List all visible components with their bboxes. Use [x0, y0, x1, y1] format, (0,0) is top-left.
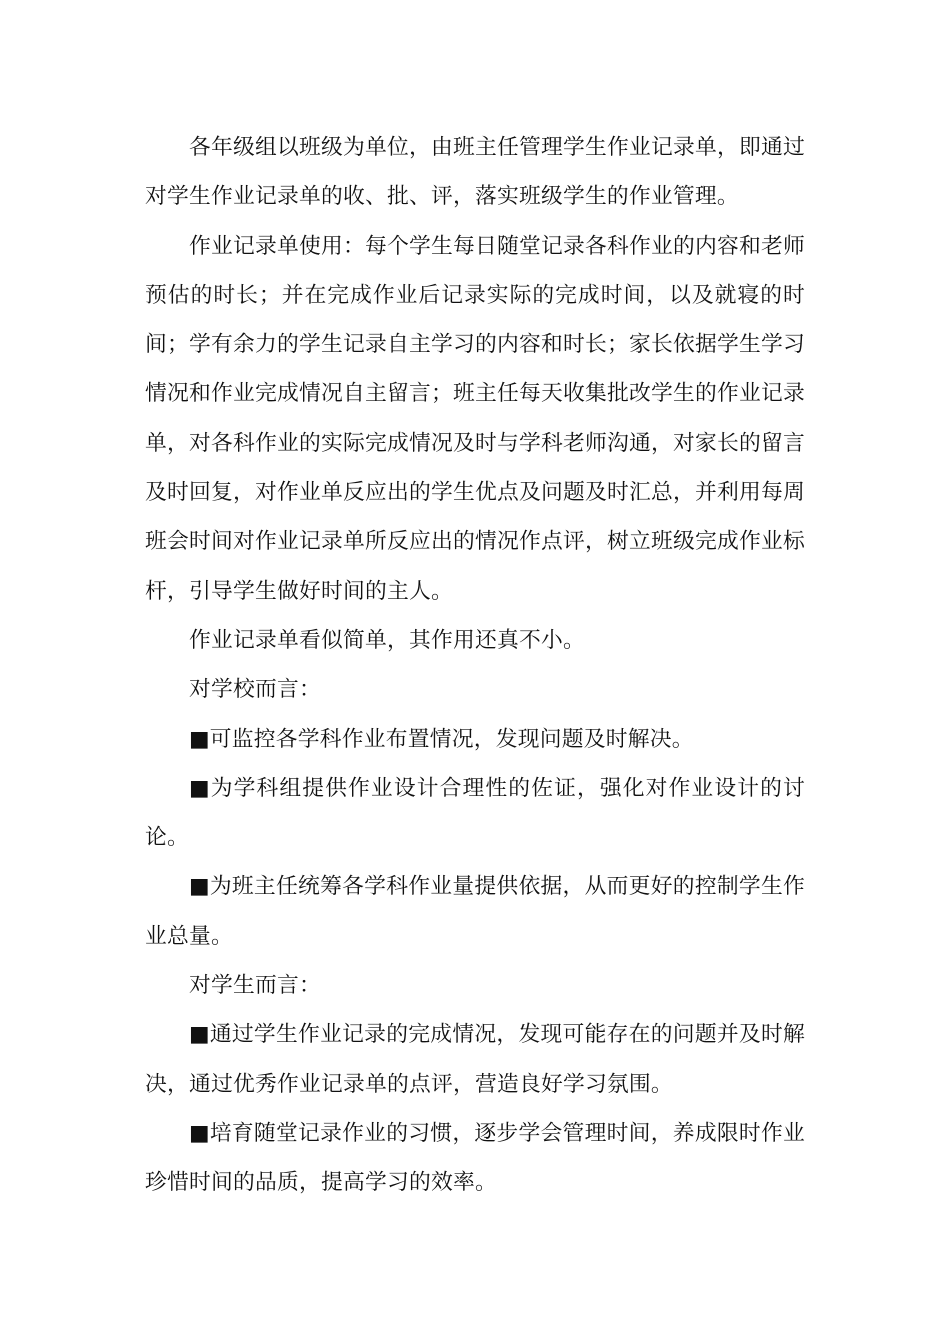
- document-body: [145, 123, 805, 1208]
- bullet-school-evidence: ■为学科组提供作业设计合理性的佐证，强化对作业设计的讨论。: [145, 775, 805, 851]
- bullet-student-habits: ■培育随堂记录作业的习惯，逐步学会管理时间，养成限时作业珍惜时间的品质，提高学习的效率。: [145, 1120, 805, 1196]
- heading-for-students: 对学生而言：: [189, 973, 321, 999]
- bullet-school-workload: ■为班主任统筹各学科作业量提供依据，从而更好的控制学生作业总量。: [145, 874, 805, 949]
- bullet-student-completion: ■通过学生作业记录的完成情况，发现可能存在的问题并及时解决，通过优秀作业记录单的点评，营造良好学习氛围。: [145, 1022, 805, 1097]
- bullet-school-monitor: ■可监控各学科作业布置情况，发现问题及时解决。: [189, 726, 694, 752]
- paragraph-intro: 各年级组以班级为单位，由班主任管理学生作业记录单，即通过对学生作业记录单的收、批、评，落实班级学生的作业管理。: [145, 135, 805, 210]
- paragraph-summary: 作业记录单看似简单，其作用还真不小。: [189, 627, 585, 653]
- heading-for-school: 对学校而言：: [189, 677, 321, 703]
- paragraph-usage: 作业记录单使用：每个学生每日随堂记录各科作业的内容和老师预估的时长；并在完成作业后记录实际的完成时间，以及就寝的时间；学有余力的学生记录自主学习的内容和时长；家长依据学生学习情况和作业完成情况自主留言；班主任每天收集批改学生的作业记录单，对各科作业的实际完成情况及时与学科老师沟通，对家长的留言及时回复，对作业单反应出的学生优点及问题及时汇总，并利用每周班会时间对作业记录单所反应出的情况作点评，树立班级完成作业标杆，引导学生做好时间的主人。: [145, 233, 805, 604]
